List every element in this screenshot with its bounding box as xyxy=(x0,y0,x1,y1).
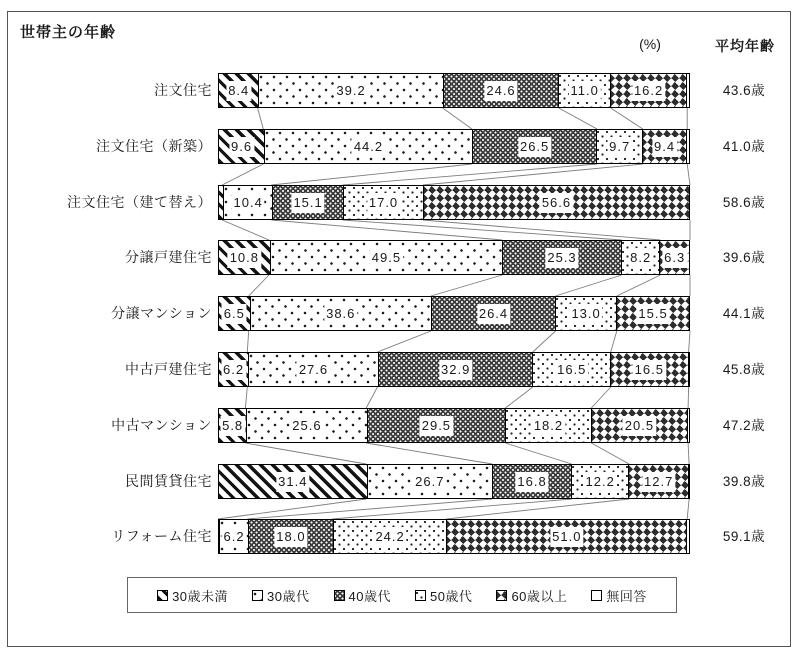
legend-item-30歳未満 xyxy=(157,586,228,605)
average-age-value: 43.6歳 xyxy=(722,83,766,98)
bar-segment-30歳代 xyxy=(367,465,492,498)
legend-label: 50歳代 xyxy=(429,588,473,604)
segment-value: 18.2 xyxy=(532,416,565,436)
bar-segment-60歳以上 xyxy=(446,520,686,553)
bar-segment-30歳未満 xyxy=(219,465,367,498)
legend-label: 無回答 xyxy=(606,588,647,604)
bar-segment-60歳以上 xyxy=(616,297,689,330)
category-label: 注文住宅 xyxy=(154,82,212,98)
average-age-value: 39.6歳 xyxy=(722,250,766,265)
bar-segment-50歳代 xyxy=(505,409,591,442)
category-label: 分譲マンション xyxy=(111,305,212,321)
legend-item-40歳代 xyxy=(334,586,391,605)
bar-segment-30歳未満 xyxy=(219,353,248,386)
stacked-bar xyxy=(218,73,690,108)
bar-segment-無回答 xyxy=(688,353,689,386)
bar-segment-30歳代 xyxy=(270,241,502,274)
segment-value: 29.5 xyxy=(420,416,453,436)
percent-unit-label: (%) xyxy=(639,36,661,52)
bar-segment-無回答 xyxy=(689,186,690,219)
bar-segment-40歳代 xyxy=(248,520,333,553)
segment-value: 11.0 xyxy=(569,81,601,101)
bar-segment-30歳代 xyxy=(223,186,272,219)
bar-segment-40歳代 xyxy=(492,465,571,498)
segment-value: 38.6 xyxy=(324,304,357,324)
bar-segment-50歳代 xyxy=(333,520,447,553)
segment-value: 24.2 xyxy=(373,527,406,547)
stacked-bar xyxy=(218,240,690,275)
segment-value: 5.8 xyxy=(220,416,245,436)
segment-value: 24.6 xyxy=(484,81,517,101)
average-age-value: 39.8歳 xyxy=(722,474,766,489)
category-label: リフォーム住宅 xyxy=(111,528,212,544)
segment-value: 6.5 xyxy=(222,304,247,324)
segment-value: 17.0 xyxy=(367,193,400,213)
stacked-bar xyxy=(218,464,690,499)
average-age-value: 47.2歳 xyxy=(722,418,766,433)
segment-value: 8.4 xyxy=(226,81,251,101)
segment-value: 16.5 xyxy=(633,360,666,380)
bar-segment-50歳代 xyxy=(558,74,610,107)
bar-segment-50歳代 xyxy=(343,186,423,219)
segment-value: 26.5 xyxy=(518,137,551,157)
segment-value: 12.2 xyxy=(584,472,617,492)
legend-item-60歳以上 xyxy=(496,586,567,605)
segment-value: 6.2 xyxy=(221,360,246,380)
category-label: 注文住宅（新築） xyxy=(96,138,212,154)
legend-swatch-icon xyxy=(334,590,345,601)
segment-value: 27.6 xyxy=(297,360,330,380)
bar-segment-無回答 xyxy=(686,520,689,553)
segment-value: 26.7 xyxy=(413,472,446,492)
bar-segment-無回答 xyxy=(688,465,689,498)
category-label: 中古戸建住宅 xyxy=(125,361,212,377)
stacked-bar xyxy=(218,408,690,443)
legend-swatch-icon xyxy=(252,590,263,601)
average-age-value: 44.1歳 xyxy=(722,306,766,321)
segment-value: 39.2 xyxy=(334,81,367,101)
bar-segment-60歳以上 xyxy=(423,186,689,219)
stacked-bar xyxy=(218,185,690,220)
average-age-value: 59.1歳 xyxy=(722,529,766,544)
segment-value: 9.7 xyxy=(607,137,632,157)
bar-segment-50歳代 xyxy=(596,130,642,163)
chart-title: 世帯主の年齢 xyxy=(20,24,117,41)
legend xyxy=(127,577,677,613)
bar-segment-40歳代 xyxy=(443,74,559,107)
segment-value: 25.6 xyxy=(290,416,323,436)
category-label: 中古マンション xyxy=(111,417,212,433)
average-age-value: 58.6歳 xyxy=(722,195,766,210)
bar-segment-40歳代 xyxy=(378,353,533,386)
segment-value: 15.5 xyxy=(636,304,669,324)
legend-swatch-icon xyxy=(157,590,168,601)
bar-segment-40歳代 xyxy=(502,241,621,274)
segment-value: 6.2 xyxy=(222,527,247,547)
legend-item-無回答 xyxy=(591,586,647,605)
bar-segment-40歳代 xyxy=(367,409,506,442)
bar-segment-40歳代 xyxy=(472,130,597,163)
segment-value: 16.2 xyxy=(632,81,665,101)
segment-value: 44.2 xyxy=(352,137,385,157)
bar-segment-60歳以上 xyxy=(628,465,688,498)
bar-segment-60歳以上 xyxy=(659,241,689,274)
bar-segment-30歳代 xyxy=(246,409,366,442)
bar-segment-無回答 xyxy=(687,409,689,442)
bar-segment-30歳代 xyxy=(258,74,442,107)
bar-segment-30歳代 xyxy=(250,297,431,330)
bar-segment-無回答 xyxy=(686,130,689,163)
bar-segment-40歳代 xyxy=(272,186,343,219)
segment-value: 16.8 xyxy=(515,472,548,492)
legend-label: 40歳代 xyxy=(348,588,391,604)
average-age-value: 45.8歳 xyxy=(722,362,766,377)
legend-item-50歳代 xyxy=(415,586,472,605)
bar-segment-60歳以上 xyxy=(610,353,688,386)
segment-value: 25.3 xyxy=(545,248,578,268)
bar-segment-40歳代 xyxy=(431,297,555,330)
stacked-bar xyxy=(218,129,690,164)
bar-segment-30歳代 xyxy=(219,520,248,553)
average-age-header: 平均年齢 xyxy=(715,38,775,54)
bar-segment-50歳代 xyxy=(555,297,616,330)
segment-value: 15.1 xyxy=(291,193,324,213)
bar-segment-50歳代 xyxy=(532,353,610,386)
segment-value: 51.0 xyxy=(550,527,583,547)
bar-segment-無回答 xyxy=(689,241,690,274)
average-age-value: 41.0歳 xyxy=(722,139,766,154)
bar-segment-50歳代 xyxy=(571,465,628,498)
stacked-bar xyxy=(218,296,690,331)
bar-segment-30歳代 xyxy=(248,353,378,386)
bar-segment-30歳未満 xyxy=(219,130,264,163)
segment-value: 9.6 xyxy=(229,137,254,157)
legend-label: 30歳代 xyxy=(267,588,310,604)
legend-swatch-icon xyxy=(415,590,426,601)
segment-value: 13.0 xyxy=(569,304,602,324)
bar-segment-60歳以上 xyxy=(642,130,686,163)
legend-swatch-icon xyxy=(496,590,507,601)
bar-segment-60歳以上 xyxy=(591,409,687,442)
segment-value: 9.4 xyxy=(652,137,677,157)
segment-value: 10.8 xyxy=(228,248,261,268)
stacked-bar xyxy=(218,519,690,554)
segment-value: 12.7 xyxy=(642,472,675,492)
segment-value: 56.6 xyxy=(540,193,573,213)
bar-segment-30歳未満 xyxy=(219,74,258,107)
bar-segment-30歳代 xyxy=(264,130,472,163)
stacked-bar xyxy=(218,352,690,387)
segment-value: 8.2 xyxy=(628,248,653,268)
segment-value: 10.4 xyxy=(232,193,265,213)
segment-value: 20.5 xyxy=(623,416,656,436)
bar-segment-30歳未満 xyxy=(219,241,270,274)
legend-label: 30歳未満 xyxy=(172,588,229,604)
bar-segment-50歳代 xyxy=(621,241,660,274)
legend-label: 60歳以上 xyxy=(511,588,568,604)
segment-value: 31.4 xyxy=(276,472,309,492)
segment-value: 16.5 xyxy=(555,360,588,380)
category-label: 分譲戸建住宅 xyxy=(125,249,212,265)
legend-swatch-icon xyxy=(591,590,602,601)
segment-value: 26.4 xyxy=(477,304,510,324)
bar-segment-30歳未満 xyxy=(219,297,250,330)
legend-item-30歳代 xyxy=(252,586,309,605)
segment-value: 32.9 xyxy=(439,360,472,380)
segment-value: 49.5 xyxy=(370,248,403,268)
segment-value: 6.3 xyxy=(662,248,687,268)
category-label: 注文住宅（建て替え） xyxy=(67,194,212,210)
bar-segment-無回答 xyxy=(686,74,689,107)
category-label: 民間賃貸住宅 xyxy=(125,473,212,489)
bar-segment-無回答 xyxy=(689,297,690,330)
bar-segment-60歳以上 xyxy=(610,74,686,107)
bar-segment-30歳未満 xyxy=(219,409,246,442)
segment-value: 18.0 xyxy=(274,527,307,547)
